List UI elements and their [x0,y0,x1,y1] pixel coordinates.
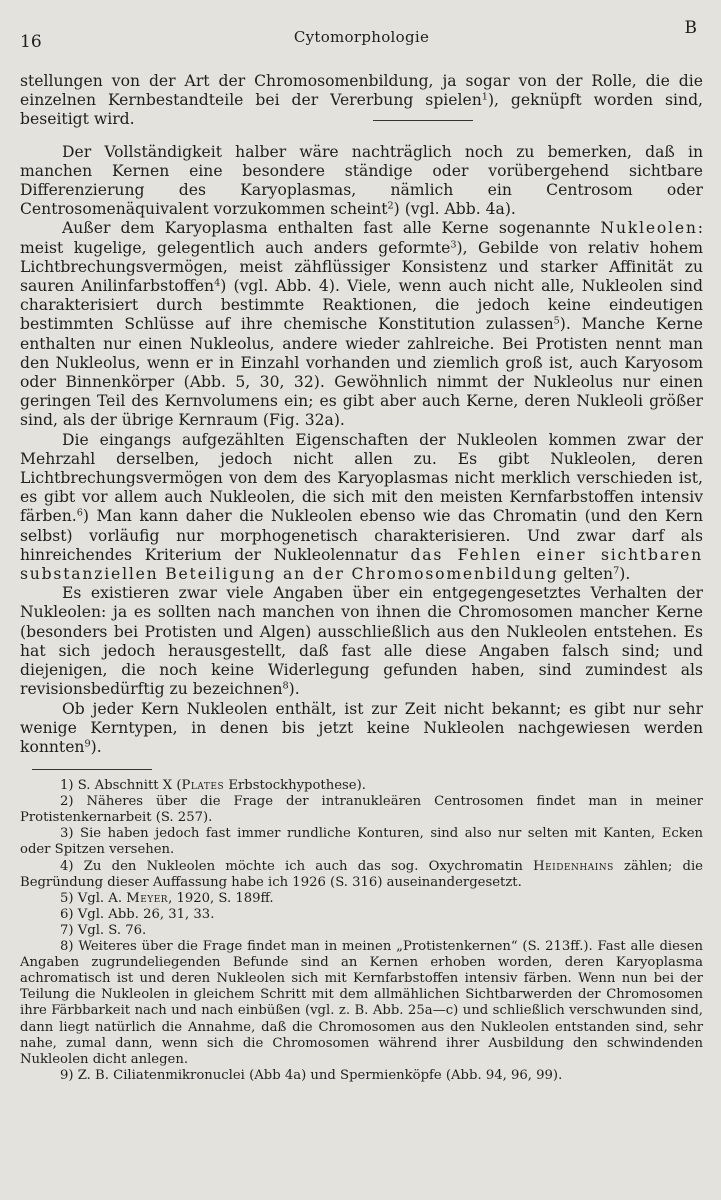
text-run: stellungen von der Art der Chromosomenbildung, ja sogar von der Rolle, die die einzelnen Kernbestandteile bei der Vererbung spielen [20,72,703,110]
text-run: Es existieren zwar viele Angaben über ein entgegengesetztes Verhalten der Nukleolen: ja es sollten nach manchen von ihnen die Chromosomen mancher Kerne (besonders bei Protisten und Algen) ausschließlich aus den Nukleolen entstehen. Es hat sich jedoch herausgestellt, daß fast alle diese Angaben falsch sind; und diejenigen, die noch keine Widerlegung gefunden haben, sind zumindest als revisionsbedürftig zu bezeichnen [20,584,703,699]
page-header [20,18,703,72]
main-text [20,72,703,757]
text-run: 8) Weiteres über die Frage findet man in meinen „Protistenkernen“ (S. 213ff.). Fast alle diesen Angaben zugrundeliegenden Befunde sind an Kernen erhoben worden, deren Karyoplasma achromatisch ist und deren Nukleolen sich mit Kernfarbstoffen intensiv färben. Wenn nun bei der Teilung die Nukleolen in gleichem Schritt mit dem allmählichen Sichtbarwerden der Chromosomen ihre Färbbarkeit nach und nach einbüßen (vgl. z. B. Abb. 25a—c) und schließlich verschwunden sind, dann liegt natürlich die Annahme, daß die Chromosomen aus den Nukleolen entstanden sind, sehr nahe, zumal dann, wenn sich die Chromosomen während ihrer Ausbildung den schwindenden Nukleolen dicht anlegen. [20,939,703,1067]
footnote [20,923,703,939]
footnote-ref: 4 [214,277,221,289]
text-run: Die eingangs aufgezählten Eigenschaften der Nukleolen kommen zwar der Mehrzahl derselben, jedoch nicht allen zu. Es gibt Nukleolen, deren Lichtbrechungsvermögen von dem des Karyoplasmas nicht merklich verschieden ist, es gibt vor allem auch Nukleolen, die sich mit den meisten Kernfarbstoffen intensiv färben. [20,430,703,526]
footnote [20,907,703,923]
footnote-ref: 7 [613,565,620,577]
text-run: das Fehlen einer sichtbaren substanziellen Beteiligung an der Chromosomenbildung [20,545,703,584]
running-title: Cytomorphologie [293,28,430,46]
text-run: Plates [181,778,225,794]
text-run: ), Gebilde von relativ hohem Lichtbrechungsvermögen, meist zähflüssiger Konsistenz und starker Affinität zu sauren Anilinfarbstoffen [20,238,703,296]
text-run: Erbstockhypothese). [224,778,366,794]
paragraph [20,431,703,585]
text-run: ), geknüpft worden sind, beseitigt wird. [20,91,704,129]
text-run: ). Manche Kerne enthalten nur einen Nukleolus, andere wieder zahlreiche. Bei Protisten nennt man den Nukleolus, wenn er in Einzahl vorhanden und ziemlich groß ist, auch Karyosom oder Binnenkörper (Abb. 5, 30, 32). Gewöhnlich nimmt der Nukleolus nur einen geringen Teil des Kernvolumens ein; es gibt aber auch Kerne, deren Nukleoli größer sind, als der übrige Kernraum (Fig. 32a). [20,315,703,430]
text-run: gelten [558,565,614,584]
footnote [20,891,703,907]
text-run: 3) Sie haben jedoch fast immer rundliche Konturen, sind also nur selten mit Kanten, Ecken oder Spitzen versehen. [20,826,703,858]
text-run: ). [288,680,300,699]
footnote-ref: 3 [450,239,457,251]
text-run: 9) Z. B. Ciliatenmikronuclei (Abb 4a) und Spermienköpfe (Abb. 94, 96, 99). [60,1067,563,1083]
text-run: 1) S. Abschnitt X ( [60,778,182,794]
text-run: ). [619,565,631,584]
section-mark: B [684,18,697,38]
footnote [20,939,703,1068]
text-run: 5) Vgl. A. [60,890,127,906]
footnote-ref: 5 [553,316,560,328]
footnote [20,794,703,826]
text-run: Meyer [126,890,169,906]
page-number: 16 [20,32,42,52]
footnote-rule [32,769,152,770]
text-run: Der Vollständigkeit halber wäre nachträglich noch zu bemerken, daß in manchen Kernen eine besondere ständige oder vorübergehend sichtbare Differenzierung des Karyoplasmas, nämlich ein Centrosom oder Centrosomenäquivalent vorzukommen scheint [20,142,703,219]
footnote [20,859,703,891]
paragraph [20,219,703,430]
footnote-ref: 9 [84,738,91,750]
footnote-ref: 1 [481,91,488,103]
text-run: 4) Zu den Nukleolen möchte ich auch das sog. Oxychromatin [60,858,534,874]
text-run: ). [90,737,102,756]
text-run: zählen; die Begründung dieser Auffassung habe ich 1926 (S. 316) auseinandergesetzt. [20,858,703,890]
text-run: Heidenhains [533,858,614,874]
text-run: : meist kugelige, gelegentlich auch anders geformte [20,219,703,257]
text-run: Außer dem Karyoplasma enthalten fast alle Kerne sogenannte [62,219,601,238]
footnote [20,778,703,794]
footnote [20,1068,703,1084]
text-run: ) Man kann daher die Nukleolen ebenso wie das Chromatin (und den Kern selbst) vorläufig nur morphogenetisch charakterisieren. Und zwar darf als hinreichendes Kriterium der Nukleolennatur [20,507,703,564]
paragraph [20,700,703,758]
text-run: 2) Näheres über die Frage der intranukleären Centrosomen findet man in meiner Protistenkernarbeit (S. 257). [20,794,703,826]
text-run: ) (vgl. Abb. 4). Viele, wenn auch nicht alle, Nukleolen sind charakterisiert durch bestimmte Reaktionen, die jedoch keine eindeutigen bestimmten Schlüsse auf ihre chemische Konstitution zulassen [20,277,703,334]
text-run: Ob jeder Kern Nukleolen enthält, ist zur Zeit nicht bekannt; es gibt nur sehr wenige Kerntypen, in denen bis jetzt keine Nukleolen nachgewiesen werden konnten [20,699,703,756]
text-run: ) (vgl. Abb. 4a). [393,200,516,219]
paragraph [20,143,703,220]
footnotes [20,778,703,1084]
footnote-ref: 6 [76,508,83,520]
footnote-ref: 2 [387,200,394,212]
footnote [20,826,703,858]
footnote-ref: 8 [282,680,289,692]
text-run: Nukleolen [600,219,698,238]
divider-rule [373,120,473,121]
text-run: 6) Vgl. Abb. 26, 31, 33. [60,906,215,922]
text-run: 7) Vgl. S. 76. [60,922,147,938]
paragraph [20,584,703,699]
text-run: , 1920, S. 189ff. [168,890,274,906]
